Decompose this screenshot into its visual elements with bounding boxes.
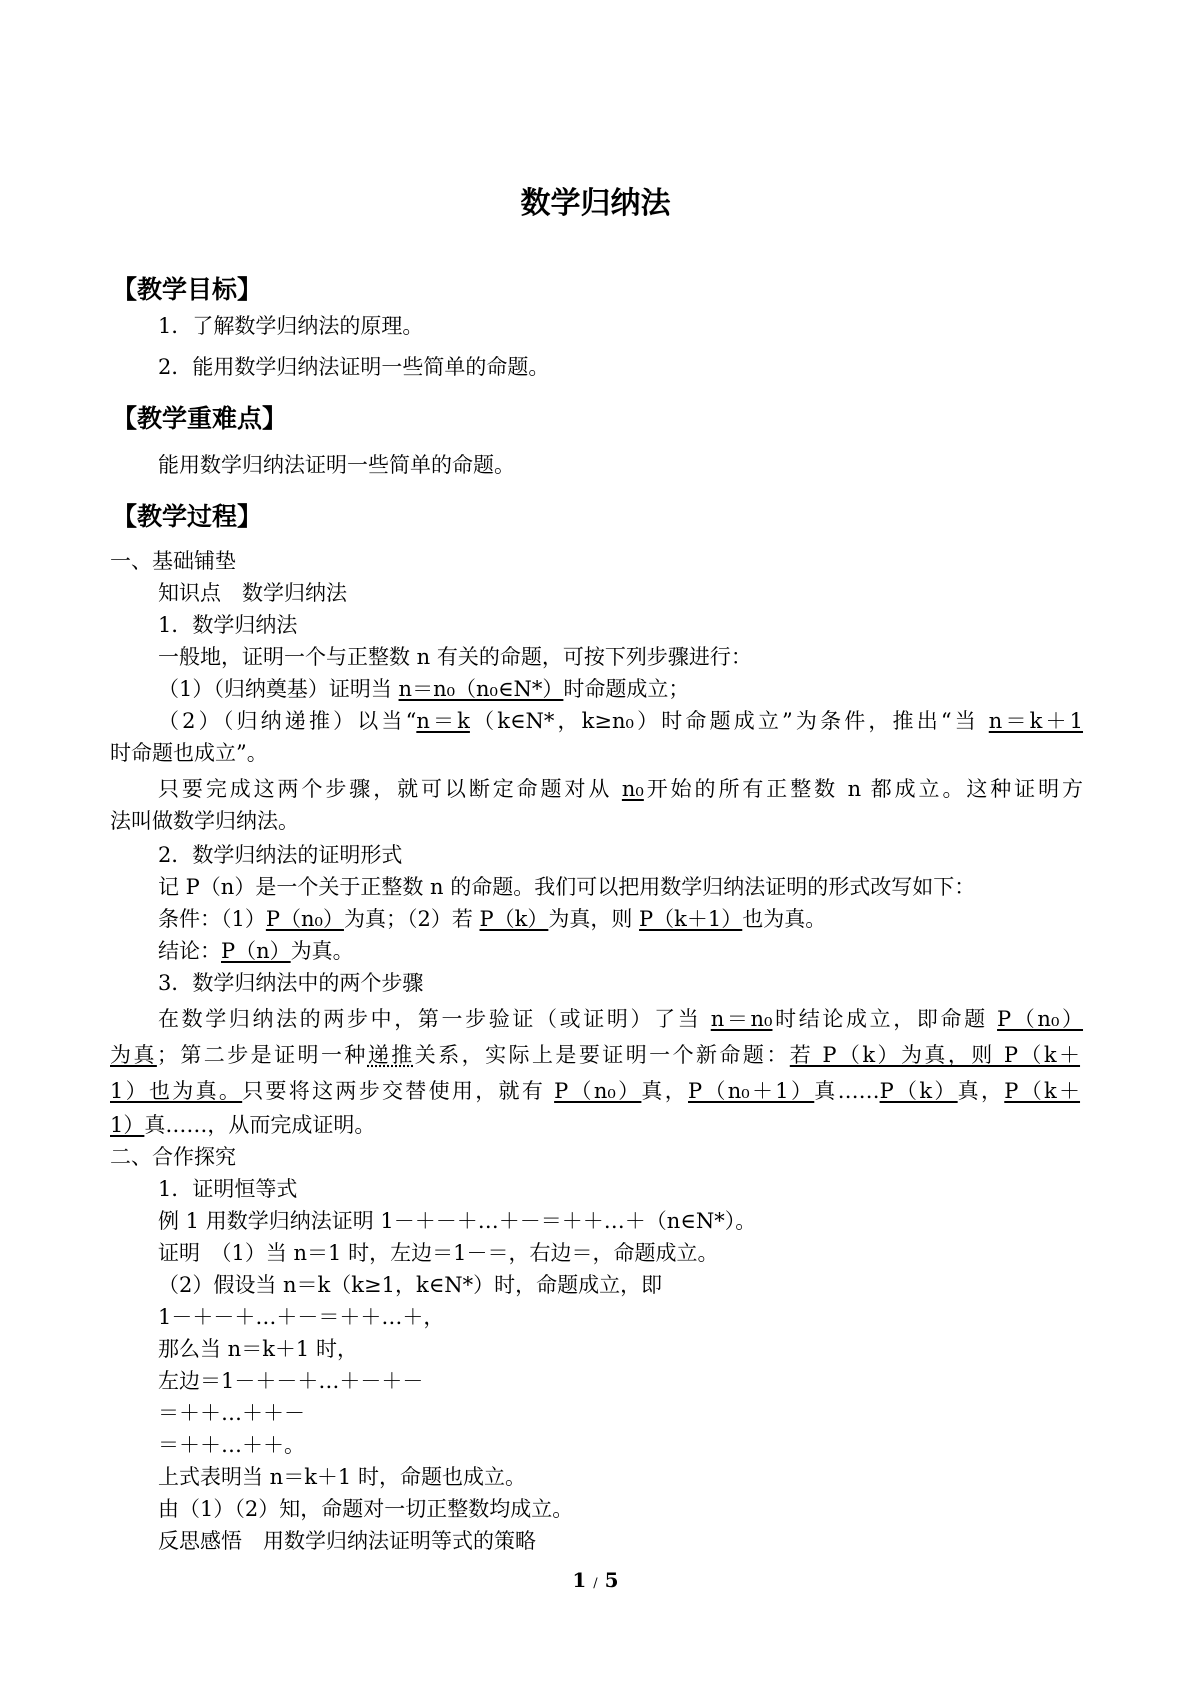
cond-underlined-3: P（k＋1） [639, 907, 743, 931]
cond-text-c: 为真，则 [548, 907, 640, 931]
two-steps-line-1 [158, 1004, 1083, 1034]
two-underlined-3: 为真 [110, 1043, 157, 1067]
heading-process: 【教学过程】 [112, 502, 263, 531]
cond-text-b: 为真；（2）若 [343, 907, 480, 931]
page-separator: / [593, 1576, 598, 1591]
step2-line-cont: 时命题也成立”。 [110, 741, 268, 765]
concl-text-b: 为真。 [290, 939, 354, 963]
page-current: 1 [572, 1568, 587, 1592]
conclude-text-b: 开始的所有正整数 n 都成立。这种证明方 [643, 777, 1083, 801]
proof-left-side: 左边＝1－＋－＋…＋－＋－ [158, 1369, 424, 1393]
proof-conclusion: 由（1）（2）知，命题对一切正整数均成立。 [158, 1497, 574, 1521]
page-title: 数学归纳法 [520, 186, 671, 221]
two-steps-line-2 [110, 1040, 1080, 1070]
heading-objectives: 【教学目标】 [112, 275, 263, 304]
conclude-line-cont: 法叫做数学归纳法。 [110, 809, 299, 833]
induction-intro: 一般地，证明一个与正整数 n 有关的命题，可按下列步骤进行： [158, 645, 752, 669]
step2-line [158, 706, 1083, 736]
two-steps-line-4 [110, 1110, 375, 1140]
keypoints-text: 能用数学归纳法证明一些简单的命题。 [158, 453, 515, 477]
subheading-two-steps: 3．数学归纳法中的两个步骤 [158, 971, 424, 995]
two-underlined-7: P（n₀＋1） [688, 1079, 815, 1103]
step1-underlined: n＝n₀（n₀∈N*） [398, 677, 564, 701]
step1-line [158, 674, 689, 704]
step2-underlined-2: n＝k＋1 [988, 709, 1084, 733]
part1-title: 一、基础铺垫 [110, 549, 236, 573]
two-underlined-9: P（k＋ [1004, 1079, 1081, 1103]
part2-title: 二、合作探究 [110, 1145, 236, 1169]
two-underlined-1: n＝n₀ [710, 1007, 773, 1031]
page-number [0, 1568, 1191, 1592]
conclude-text-a: 只要完成这两个步骤，就可以断定命题对从 [158, 777, 622, 801]
page-total: 5 [604, 1568, 619, 1592]
proof-then: 那么当 n＝k＋1 时， [158, 1337, 358, 1361]
objective-1: 1．了解数学归纳法的原理。 [158, 314, 424, 338]
objective-2: 2．能用数学归纳法证明一些简单的命题。 [158, 355, 550, 379]
two-text-o: 真， [957, 1079, 1005, 1103]
two-text-b: 时结论成立，即命题 [772, 1007, 998, 1031]
two-underlined-10: 1） [110, 1113, 145, 1137]
heading-keypoints: 【教学重难点】 [112, 404, 288, 433]
two-underlined-4: 若 P（k）为真，则 P（k＋ [789, 1043, 1081, 1067]
two-underlined-6: P（n₀） [554, 1079, 642, 1103]
concl-text-a: 结论： [158, 939, 221, 963]
two-text-k: 真， [641, 1079, 689, 1103]
conclude-underlined: n₀ [621, 777, 644, 801]
cond-underlined-1: P（n₀） [265, 907, 344, 931]
proof-step-2: （2）假设当 n＝k（k≥1，k∈N*）时，命题成立，即 [158, 1273, 663, 1297]
proof-step-1: 证明 （1）当 n＝1 时，左边＝1－＝，右边＝，命题成立。 [158, 1241, 719, 1265]
step2-text-a: （2）（归纳递推）以当“ [158, 709, 417, 733]
two-text-i: 只要将这两步交替使用，就有 [242, 1079, 555, 1103]
two-text-r: 真……，从而完成证明。 [144, 1113, 376, 1137]
subheading-identity: 1．证明恒等式 [158, 1177, 298, 1201]
conclude-line [158, 774, 1083, 804]
proof-equation-3: ＝＋＋…＋＋。 [158, 1433, 305, 1457]
step1-text-pre: （1）（归纳奠基）证明当 [158, 677, 399, 701]
two-text-a: 在数学归纳法的两步中，第一步验证（或证明）了当 [158, 1007, 711, 1031]
two-dotted-recursion: 递推 [367, 1043, 415, 1067]
conclusion-line [158, 936, 354, 966]
two-underlined-8: P（k） [879, 1079, 958, 1103]
cond-text-d: 也为真。 [742, 907, 827, 931]
subheading-induction: 1．数学归纳法 [158, 613, 298, 637]
concl-underlined: P（n） [221, 939, 291, 963]
two-text-d: ；第二步是证明一种 [156, 1043, 368, 1067]
form-intro: 记 P（n）是一个关于正整数 n 的命题。我们可以把用数学归纳法证明的形式改写如下： [158, 875, 976, 899]
two-text-m: 真…… [814, 1079, 880, 1103]
knowledge-point: 知识点 数学归纳法 [158, 581, 347, 605]
proof-equation-1: 1－＋－＋…＋－＝＋＋…＋， [158, 1305, 445, 1329]
example-1: 例 1 用数学归纳法证明 1－＋－＋…＋－＝＋＋…＋（n∈N*）。 [158, 1209, 757, 1233]
two-text-f: 关系，实际上是要证明一个新命题： [414, 1043, 790, 1067]
two-steps-line-3 [110, 1076, 1080, 1106]
two-underlined-2: P（n₀） [997, 1007, 1084, 1031]
reflection: 反思感悟 用数学归纳法证明等式的策略 [158, 1529, 536, 1553]
step2-underlined-1: n＝k [416, 709, 470, 733]
condition-line [158, 904, 826, 934]
step1-text-post: 时命题成立； [563, 677, 690, 701]
cond-underlined-2: P（k） [479, 907, 549, 931]
proof-shows: 上式表明当 n＝k＋1 时，命题也成立。 [158, 1465, 526, 1489]
cond-text-a: 条件：（1） [158, 907, 266, 931]
two-underlined-5: 1）也为真。 [110, 1079, 243, 1103]
proof-equation-2: ＝＋＋…＋＋－ [158, 1401, 305, 1425]
step2-text-b: （k∈N*，k≥n₀）时命题成立”为条件，推出“当 [469, 709, 989, 733]
subheading-form: 2．数学归纳法的证明形式 [158, 843, 403, 867]
